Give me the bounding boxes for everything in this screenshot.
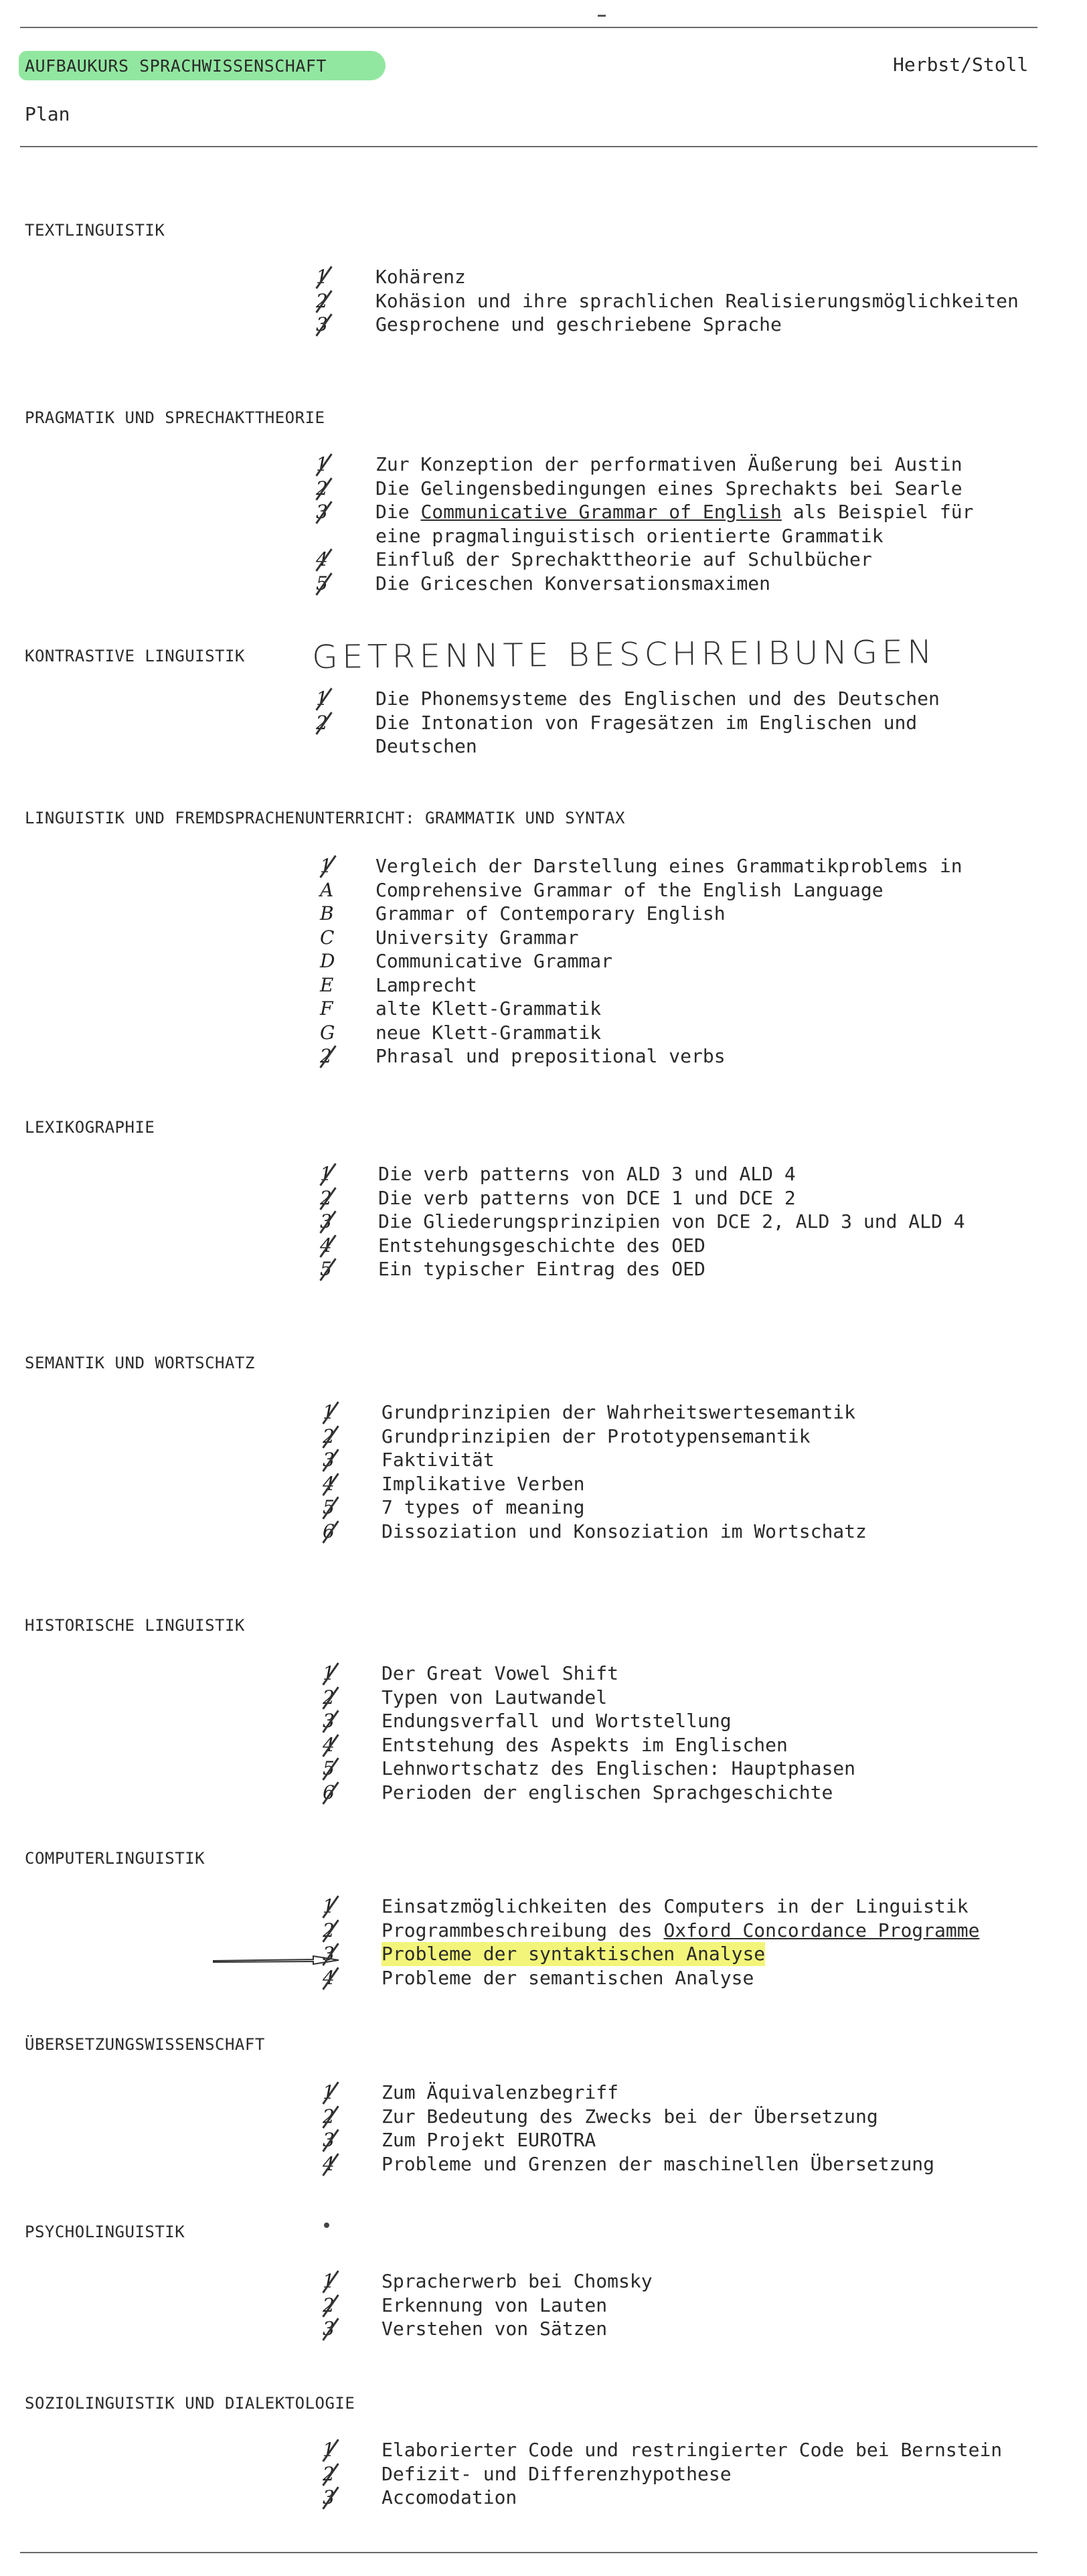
item-number: 5: [323, 1496, 335, 1518]
item-text: Zum Projekt EUROTRA: [382, 2129, 596, 2151]
item-number: 3: [316, 501, 328, 523]
item-number: 2: [323, 1425, 335, 1447]
underlined-title: Communicative Grammar of English: [420, 501, 782, 523]
item-number: 2: [323, 1919, 335, 1941]
item-text: Entstehung des Aspekts im Englischen: [382, 1733, 788, 1756]
item-text: Grundprinzipien der Wahrheitswertesemantik: [382, 1401, 856, 1423]
item-number: 2: [320, 1045, 332, 1067]
list-item: [0, 973, 1087, 997]
list-item: [0, 289, 1087, 313]
list-item: [0, 2462, 1087, 2486]
list-item: [0, 997, 1087, 1021]
list-item: [0, 265, 1087, 289]
item-text: Erkennung von Lauten: [382, 2293, 608, 2316]
list-item: [0, 1044, 1087, 1068]
item-text: Gesprochene und geschriebene Sprache: [375, 313, 782, 335]
item-number: 1: [316, 453, 328, 475]
item-number: 3: [323, 1943, 335, 1965]
item-number: D: [320, 950, 335, 972]
section-title: PSYCHOLINGUISTIK: [25, 2223, 185, 2241]
list-item: [0, 572, 1087, 596]
item-number: 4: [323, 1472, 335, 1495]
item-text: Defizit- und Differenzhypothese: [382, 2462, 732, 2485]
plan-label: Plan: [25, 103, 70, 125]
section-title: LEXIKOGRAPHIE: [25, 1118, 155, 1137]
item-number: 5: [320, 1258, 332, 1280]
item-text: Accomodation: [382, 2486, 517, 2508]
item-text: Elaborierter Code und restringierter Code bei Bernstein: [382, 2439, 1003, 2461]
item-text: Deutschen: [375, 735, 477, 757]
section-title: TEXTLINGUISTIK: [25, 221, 165, 240]
ink-dot: [324, 2223, 329, 2228]
item-text: Kohäsion und ihre sprachlichen Realisierungsmöglichkeiten: [375, 289, 1019, 312]
list-item: [0, 1472, 1087, 1496]
list-item: [0, 949, 1087, 973]
item-number: F: [320, 997, 333, 1020]
section-title: KONTRASTIVE LINGUISTIK: [25, 647, 245, 665]
item-text-pre: Programmbeschreibung des: [382, 1919, 664, 1941]
item-text: eine pragmalinguistisch orientierte Grammatik: [375, 524, 884, 547]
list-item: [0, 1733, 1087, 1757]
list-item: [0, 1686, 1087, 1710]
item-number: 2: [323, 1686, 335, 1708]
section-title: SOZIOLINGUISTIK UND DIALEKTOLOGIE: [25, 2394, 355, 2413]
item-text: alte Klett-Grammatik: [375, 997, 602, 1020]
list-item: [0, 1709, 1087, 1733]
item-number: 1: [323, 2439, 335, 2461]
list-item: [0, 734, 1087, 758]
item-number: G: [320, 1021, 335, 1044]
item-number: 1: [316, 266, 328, 288]
list-item: [0, 477, 1087, 501]
item-text: Die Gliederungsprinzipien von DCE 2, ALD 3 und ALD 4: [378, 1210, 965, 1232]
item-text-pre: Die: [375, 501, 421, 523]
list-item: [0, 1919, 1087, 1943]
list-item: [0, 1662, 1087, 1686]
list-item: [0, 1757, 1087, 1781]
list-item: [0, 1400, 1087, 1425]
list-item: [0, 548, 1087, 572]
list-item: [0, 1966, 1087, 1990]
item-text: Lehnwortschatz des Englischen: Hauptphasen: [382, 1757, 856, 1779]
handwritten-note: GETRENNTE BESCHREIBUNGEN: [311, 633, 936, 676]
item-number: 1: [316, 688, 328, 710]
item-text: Verstehen von Sätzen: [382, 2318, 608, 2340]
item-text: Entstehungsgeschichte des OED: [378, 1234, 705, 1257]
arrow-icon: [213, 1955, 340, 1965]
list-item: [0, 711, 1087, 735]
item-text: Probleme der syntaktischen Analyse: [382, 1943, 766, 1965]
list-item: [0, 313, 1087, 337]
item-number: 4: [316, 548, 328, 570]
item-number: 2: [316, 477, 328, 499]
list-item: [0, 2293, 1087, 2318]
item-number: 5: [316, 572, 328, 594]
item-text: Die Griceschen Konversationsmaximen: [375, 572, 771, 594]
list-item: [0, 1895, 1087, 1919]
list-item: [0, 926, 1087, 950]
item-text: Vergleich der Darstellung eines Grammatikproblems in: [375, 855, 963, 877]
list-item: [0, 2438, 1087, 2462]
item-text: [382, 1919, 979, 1943]
section-title: COMPUTERLINGUISTIK: [25, 1849, 205, 1868]
list-item: [0, 1210, 1087, 1234]
item-text: Comprehensive Grammar of the English Language: [375, 878, 884, 901]
section-title: HISTORISCHE LINGUISTIK: [25, 1616, 245, 1635]
item-text: University Grammar: [375, 926, 579, 949]
list-item: [0, 1942, 1087, 1966]
list-item: [0, 1496, 1087, 1520]
item-number: 4: [323, 2152, 335, 2175]
item-text: Lamprecht: [375, 973, 477, 996]
item-text: Probleme der semantischen Analyse: [382, 1966, 754, 1989]
item-number: 6: [323, 1520, 335, 1542]
item-text: Die Phonemsysteme des Englischen und des Deutschen: [375, 688, 940, 710]
list-item: [0, 2317, 1087, 2341]
item-number: E: [320, 973, 334, 996]
item-text: Kohärenz: [375, 266, 466, 288]
item-text-post: als Beispiel für: [781, 501, 974, 523]
list-item: [0, 2081, 1087, 2105]
item-text: Grundprinzipien der Prototypensemantik: [382, 1425, 811, 1447]
item-number: 4: [323, 1733, 335, 1756]
item-number: 5: [323, 1757, 335, 1779]
item-number: 1: [320, 1163, 332, 1185]
list-item: [0, 2486, 1087, 2510]
course-title: AUFBAUKURS SPRACHWISSENSCHAFT: [25, 56, 327, 76]
item-text: Endungsverfall und Wortstellung: [382, 1710, 732, 1732]
list-item: [0, 1520, 1087, 1544]
item-number: B: [320, 902, 334, 924]
list-item: [0, 2105, 1087, 2129]
section-title: ÜBERSETZUNGSWISSENSCHAFT: [25, 2035, 265, 2054]
item-text: Einfluß der Sprechakttheorie auf Schulbücher: [375, 548, 872, 570]
list-item: [0, 1781, 1087, 1805]
item-number: 1: [323, 1895, 335, 1917]
list-item: [0, 902, 1087, 926]
item-text: Ein typischer Eintrag des OED: [378, 1258, 705, 1280]
item-text: Faktivität: [382, 1449, 495, 1471]
item-number: 3: [323, 2129, 335, 2151]
list-item: [0, 1257, 1087, 1281]
item-number: 2: [316, 289, 328, 312]
section-title: PRAGMATIK UND SPRECHAKTTHEORIE: [25, 408, 325, 427]
item-text: Communicative Grammar: [375, 950, 613, 972]
section-title: LINGUISTIK UND FREMDSPRACHENUNTERRICHT: GRAMMATIK UND SYNTAX: [25, 809, 625, 827]
top-rule: [20, 27, 1037, 28]
item-number: 3: [316, 313, 328, 335]
item-text: Der Great Vowel Shift: [382, 1662, 619, 1684]
item-number: 2: [323, 2293, 335, 2316]
item-number: 1: [323, 2081, 335, 2103]
list-item: [0, 1021, 1087, 1045]
item-text: Einsatzmöglichkeiten des Computers in der Linguistik: [382, 1895, 969, 1917]
item-number: 2: [323, 2462, 335, 2485]
item-text: Die verb patterns von DCE 1 und DCE 2: [378, 1186, 796, 1209]
list-item: [0, 1162, 1087, 1186]
item-number: 1: [323, 1401, 335, 1423]
list-item: [0, 854, 1087, 878]
underlined-title: Oxford Concordance Programme: [663, 1919, 980, 1941]
list-item: [0, 687, 1087, 711]
item-number: 4: [323, 1966, 335, 1989]
item-text: Typen von Lautwandel: [382, 1686, 608, 1708]
item-text: Spracherwerb bei Chomsky: [382, 2270, 653, 2292]
list-item: [0, 1234, 1087, 1258]
item-text: Phrasal und prepositional verbs: [375, 1045, 726, 1067]
list-item: [0, 2128, 1087, 2152]
item-text: Probleme und Grenzen der maschinellen Übersetzung: [382, 2152, 935, 2175]
item-number: 3: [323, 1449, 335, 1471]
item-text: Die verb patterns von ALD 3 und ALD 4: [378, 1163, 796, 1185]
item-text: Zur Bedeutung des Zwecks bei der Übersetzung: [382, 2105, 878, 2127]
list-item: [0, 1186, 1087, 1210]
item-text: Die Gelingensbedingungen eines Sprechakts bei Searle: [375, 477, 963, 499]
list-item: [0, 2152, 1087, 2176]
item-number: 3: [323, 2486, 335, 2508]
item-number: 1: [323, 1662, 335, 1684]
top-mark: [598, 15, 606, 17]
item-text: neue Klett-Grammatik: [375, 1021, 602, 1044]
item-text: Zum Äquivalenzbegriff: [382, 2081, 619, 2103]
list-item: [0, 524, 1087, 548]
list-item: [0, 2269, 1087, 2293]
item-number: 2: [320, 1186, 332, 1209]
item-text: Dissoziation und Konsoziation im Wortschatz: [382, 1520, 867, 1542]
item-number: 3: [323, 1710, 335, 1732]
item-number: 6: [323, 1781, 335, 1803]
item-number: 4: [320, 1234, 332, 1257]
list-item: [0, 500, 1087, 524]
item-text: 7 types of meaning: [382, 1496, 585, 1518]
item-text: Zur Konzeption der performativen Äußerung bei Austin: [375, 453, 963, 475]
item-text: Perioden der englischen Sprachgeschichte: [382, 1781, 833, 1803]
list-item: [0, 1448, 1087, 1472]
bottom-rule: [20, 2552, 1037, 2553]
item-number: 2: [323, 2105, 335, 2127]
list-item: [0, 453, 1087, 477]
item-text: [375, 500, 973, 524]
list-item: [0, 1425, 1087, 1449]
list-item: [0, 878, 1087, 902]
item-number: 1: [323, 2270, 335, 2292]
item-text: Implikative Verben: [382, 1472, 585, 1495]
header-rule: [20, 146, 1037, 147]
authors: Herbst/Stoll: [893, 54, 1029, 76]
item-number: 3: [320, 1210, 332, 1232]
item-number: 1: [320, 855, 332, 877]
item-number: 3: [323, 2318, 335, 2340]
section-title: SEMANTIK UND WORTSCHATZ: [25, 1354, 255, 1372]
item-number: 2: [316, 711, 328, 734]
item-number: A: [320, 878, 334, 901]
item-text: Grammar of Contemporary English: [375, 902, 726, 924]
item-text: Die Intonation von Fragesätzen im Englischen und: [375, 711, 918, 734]
item-number: C: [320, 926, 335, 949]
